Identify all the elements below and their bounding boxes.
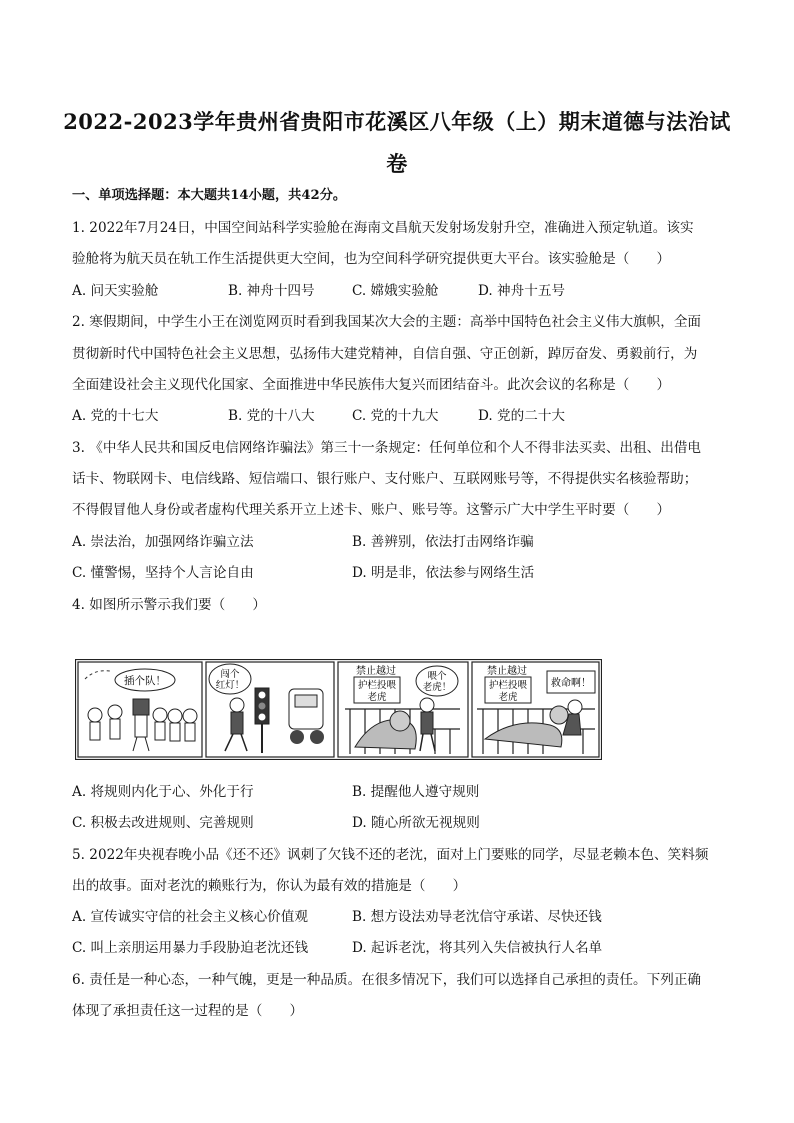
q2-line2: 贯彻新时代中国特色社会主义思想，弘扬伟大建党精神，自信自强、守正创新，踔厉奋发、勇毅前行，为 [72,346,698,362]
q2-line1: 2. 寒假期间，中学生小王在浏览网页时看到我国某次大会的主题：高举中国特色社会主义伟大旗帜，全面 [72,314,702,330]
comic-panel4-sign-line2: 护栏投喂 [488,680,528,691]
q4-line1: 4. 如图所示警示我们要（ ） [72,597,267,613]
comic-panel2-bubble-line1: 闯个 [220,669,240,680]
exam-title-line2: 卷 [386,151,408,176]
comic-panel3-sign-line3: 老虎 [367,692,387,703]
rules-comic-strip [75,659,602,760]
section-heading: 一、单项选择题：本大题共14小题，共42分。 [72,188,347,203]
q6-line2: 体现了承担责任这一过程的是（ ） [72,1003,304,1019]
q5-line2: 出的故事。面对老沈的赖账行为，你认为最有效的措施是（ ） [72,878,467,894]
q4-option-d: D. 随心所欲无视规则 [352,815,480,831]
comic-panel3-bubble-line2: 老虎！ [422,682,452,693]
q3-option-d: D. 明是非，依法参与网络生活 [352,565,535,581]
q5-option-a: A. 宣传诚实守信的社会主义核心价值观 [72,909,308,925]
q1-option-b: B. 神舟十四号 [228,283,315,299]
exam-title-line1: 2022-2023学年贵州省贵阳市花溪区八年级（上）期末道德与法治试 [63,109,731,134]
q1-line2: 验舱将为航天员在轨工作生活提供更大空间，也为空间科学研究提供更大平台。该实验舱是（ ） [72,251,671,267]
q5-option-c: C. 叫上亲朋运用暴力手段胁迫老沈还钱 [72,940,309,956]
q1-option-c: C. 嫦娥实验舱 [352,283,439,299]
q3-line2: 话卡、物联网卡、电信线路、短信端口、银行账户、支付账户、互联网账号等，不得提供实名核验帮助； [72,471,698,487]
q3-option-a: A. 崇法治，加强网络诈骗立法 [72,534,254,550]
comic-panel2-bubble-line2: 红灯！ [215,680,245,691]
comic-panel4-bubble: 救命啊！ [551,678,591,689]
q5-line1: 5. 2022年央视春晚小品《还不还》讽刺了欠钱不还的老沈，面对上门要账的同学，尽显老赖本色、笑料频 [72,847,709,863]
q1-option-d: D. 神舟十五号 [478,283,566,299]
q1-option-a: A. 问天实验舱 [72,283,159,299]
q1-line1: 1. 2022年7月24日，中国空间站科学实验舱在海南文昌航天发射场发射升空，准确进入预定轨道。该实 [72,220,694,236]
q2-option-b: B. 党的十八大 [228,408,315,424]
q3-option-b: B. 善辨别，依法打击网络诈骗 [352,534,534,550]
comic-panel3-sign-line2: 护栏投喂 [357,680,397,691]
q6-line1: 6. 责任是一种心态，一种气魄，更是一种品质。在很多情况下，我们可以选择自己承担的责任。下列正确 [72,972,702,988]
comic-panel3-bubble-line1: 喂个 [427,671,447,682]
q4-option-a: A. 将规则内化于心、外化于行 [72,784,254,800]
q2-option-c: C. 党的十九大 [352,408,439,424]
comic-panel4-sign-line1: 禁止越过 [487,666,527,677]
q3-line3: 不得假冒他人身份或者虚构代理关系开立上述卡、账户、账号等。这警示广大中学生平时要（ ） [72,502,671,518]
comic-panel3-sign-line1: 禁止越过 [356,666,396,677]
q4-option-b: B. 提醒他人遵守规则 [352,784,480,800]
q4-option-c: C. 积极去改进规则、完善规则 [72,815,254,831]
comic-panel4-sign-line3: 老虎 [498,692,518,703]
q2-option-a: A. 党的十七大 [72,408,159,424]
comic-panel1-bubble: 插个队！ [124,675,166,687]
q5-option-b: B. 想方设法劝导老沈信守承诺、尽快还钱 [352,909,602,925]
q3-option-c: C. 懂警惕，坚持个人言论自由 [72,565,254,581]
q3-line1: 3. 《中华人民共和国反电信网络诈骗法》第三十一条规定：任何单位和个人不得非法买卖、出租、出借电 [72,440,702,456]
q2-line3: 全面建设社会主义现代化国家、全面推进中华民族伟大复兴而团结奋斗。此次会议的名称是（ ） [72,377,671,393]
q5-option-d: D. 起诉老沈，将其列入失信被执行人名单 [352,940,603,956]
q2-option-d: D. 党的二十大 [478,408,566,424]
